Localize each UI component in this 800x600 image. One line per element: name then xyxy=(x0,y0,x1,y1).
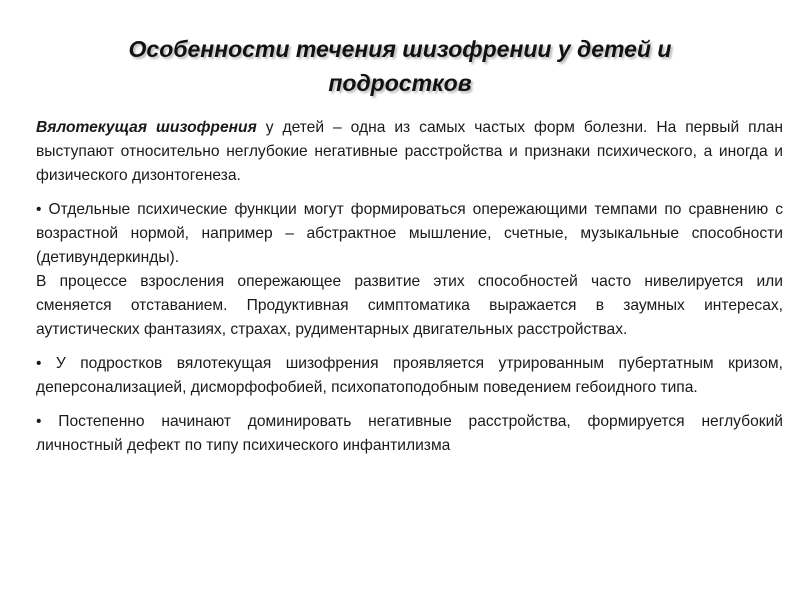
paragraph-lead-term: Вялотекущая шизофрения xyxy=(36,119,257,136)
slide-body xyxy=(36,116,783,468)
paragraph-development: В процессе взросления опережающее развитие этих способностей часто нивелируется или сменяется отставанием. Продуктивная симптоматика выражается в заумных интересах, аутистических фантазиях, страхах, рудиментарных двигательных расстройствах. xyxy=(36,273,783,338)
slide-title xyxy=(40,32,760,100)
paragraph-bullet-negative: • Постепенно начинают доминировать негативные расстройства, формируется неглубокий личностный дефект по типу психического инфантилизма xyxy=(36,413,783,454)
slide-title-line-1: Особенности течения шизофрении у детей и xyxy=(128,36,672,62)
paragraph-intro xyxy=(36,116,783,188)
paragraph-bullet-functions: • Отдельные психические функции могут формироваться опережающими темпами по сравнению с возрастной нормой, например – абстрактное мышление, счетные, музыкальные способности (детивундеркинды). xyxy=(36,201,783,266)
paragraph-bullet-adolescents: • У подростков вялотекущая шизофрения проявляется утрированным пубертатным кризом, деперсонализацией, дисморфофобией, психопатоподобным поведением гебоидного типа. xyxy=(36,355,783,396)
slide-title-line-2: подростков xyxy=(328,70,472,96)
paragraph-intro-text: у детей – одна из самых частых форм болезни. На первый план выступают относительно неглубокие негативные расстройства и признаки психического, а иногда и физического дизонтогенеза. xyxy=(36,119,783,184)
